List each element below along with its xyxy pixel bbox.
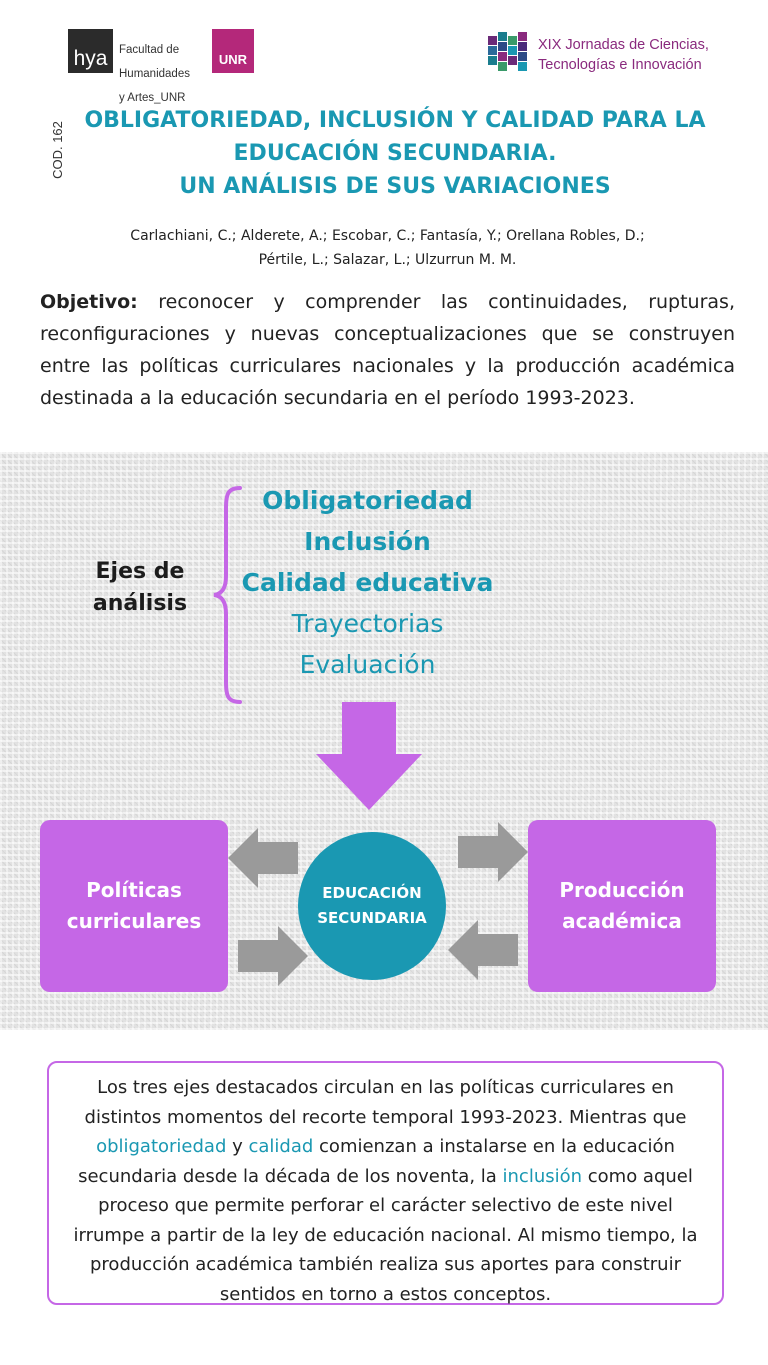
axis-item: Inclusión	[304, 527, 431, 556]
highlight-obligatoriedad: obligatoriedad	[96, 1136, 227, 1157]
jornadas-logo-icon	[488, 32, 530, 74]
axis-item: Obligatoriedad	[262, 486, 473, 515]
hya-logo: hya	[68, 29, 113, 73]
curricular-policies-box: Políticas curriculares	[40, 820, 228, 992]
objective-label: Objetivo:	[40, 291, 138, 313]
right-arrow-icon	[236, 926, 308, 986]
highlight-inclusion: inclusión	[502, 1165, 583, 1187]
code-label: COD. 162	[50, 121, 65, 179]
axis-item: Trayectorias	[291, 609, 444, 638]
highlight-calidad: calidad	[248, 1136, 314, 1157]
authors: Carlachiani, C.; Alderete, A.; Escobar, C.; Fantasía, Y.; Orellana Robles, D.; Pértile, L.; Salazar, L.; Ulzurrun M. M.	[130, 228, 645, 268]
faculty-name: Facultad de Humanidades y Artes_UNR	[119, 44, 190, 104]
summary-box: Los tres ejes destacados circulan en las políticas curriculares en distintos momentos del recorte temporal 1993-2023. Mientras que obligatoriedad y calidad comienzan a instalarse en la educación secundaria desde la década de los noventa, la inclusión como aquel proceso que permite perforar el carácter selectivo de este nivel irrumpe a partir de la ley de educación nacional. Al mismo tiempo, la producción académica también realiza sus aportes para construir sentidos en torno a estos conceptos.	[47, 1061, 724, 1305]
left-arrow-icon	[448, 920, 520, 980]
objective-paragraph	[40, 286, 735, 414]
right-arrow-icon	[456, 822, 528, 882]
axes-label: Ejes de análisis	[92, 559, 188, 616]
axis-item: Evaluación	[299, 650, 436, 679]
down-arrow-icon	[314, 702, 424, 812]
axis-item: Calidad educativa	[241, 568, 494, 597]
event-name: XIX Jornadas de Ciencias, Tecnologías e Innovación	[538, 37, 709, 73]
axes-list	[230, 480, 505, 685]
left-arrow-icon	[228, 828, 300, 888]
academic-production-box: Producción académica	[528, 820, 716, 992]
secondary-education-circle: EDUCACIÓN SECUNDARIA	[298, 832, 446, 980]
objective-text: reconocer y comprender las continuidades, rupturas, reconfiguraciones y nuevas conceptualizaciones que se construyen entre las políticas curriculares nacionales y la producción académica destinada a la educación secundaria en el período 1993-2023.	[40, 291, 735, 409]
unr-logo: UNR	[212, 29, 254, 73]
page-title: OBLIGATORIEDAD, INCLUSIÓN Y CALIDAD PARA LA EDUCACIÓN SECUNDARIA. UN ANÁLISIS DE SUS VARIACIONES	[84, 108, 706, 199]
